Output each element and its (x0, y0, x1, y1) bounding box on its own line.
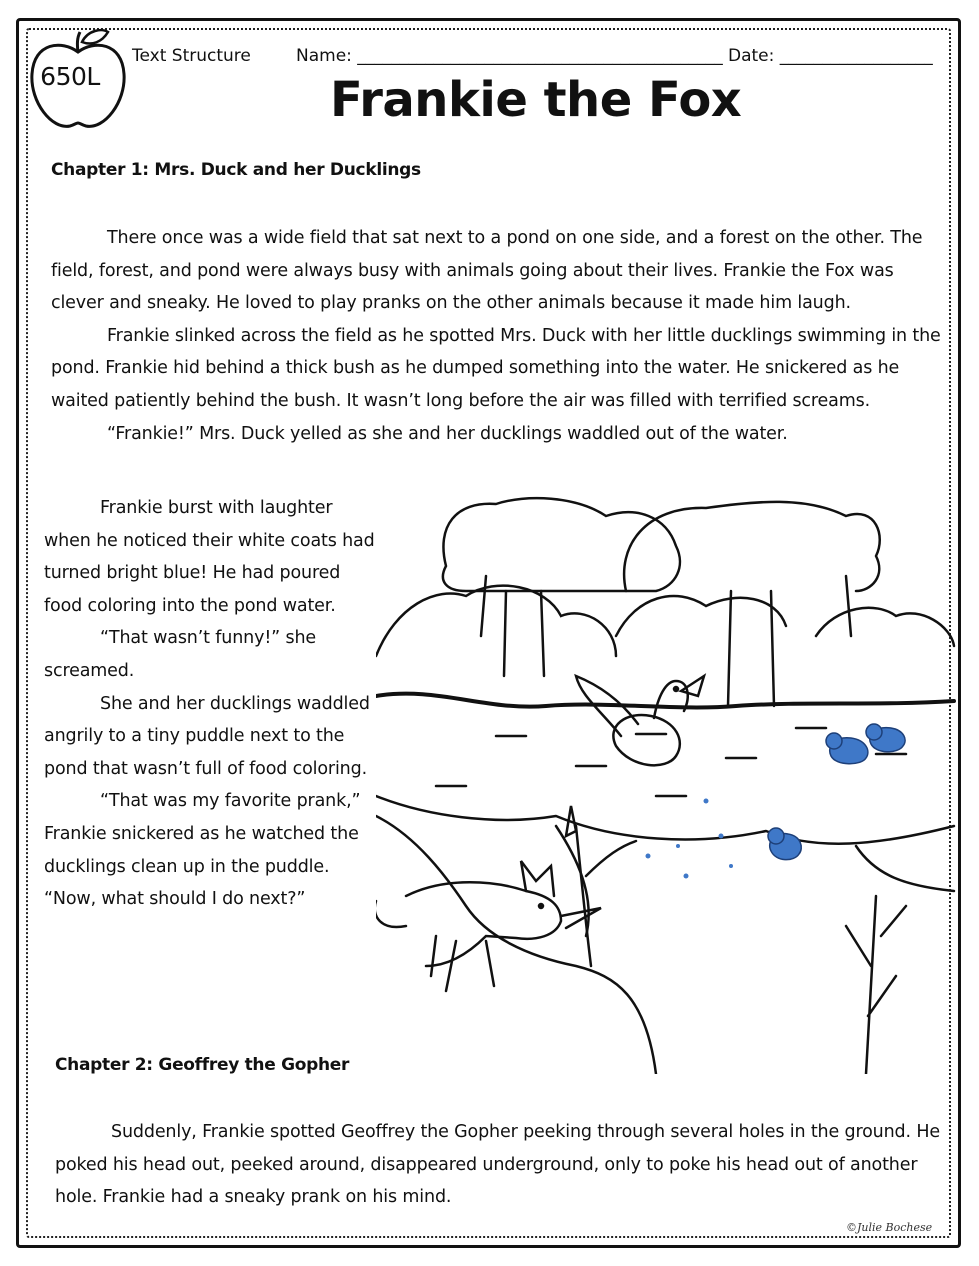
chapter-2-body (55, 1116, 945, 1214)
fox-and-ducks-illustration (376, 496, 956, 1074)
paragraph: Suddenly, Frankie spotted Geoffrey the Gopher peeking through several holes in the ground. He poked his head out, peeked around, disappeared underground, only to poke his head out of another hole. Frankie had a sneaky prank on his mind. (55, 1122, 940, 1208)
name-field[interactable]: Name: ___________________________________________ (296, 46, 723, 66)
paragraph: Frankie slinked across the field as he spotted Mrs. Duck with her little ducklings swimming in the pond. Frankie hid behind a thick bush as he dumped something into the water. He snickered as he waited patiently behind the bush. It wasn’t long before the air was filled with terrified screams. (51, 325, 941, 411)
paragraph: “That was my favorite prank,” Frankie snickered as he watched the ducklings clean up in the puddle. “Now, what should I do next?” (44, 791, 361, 910)
copyright-signature: ©Julie Bochese (846, 1221, 933, 1234)
chapter-2-heading: Chapter 2: Geoffrey the Gopher (55, 1055, 350, 1075)
paragraph: “That wasn’t funny!” she screamed. (44, 628, 317, 681)
paragraph: She and her ducklings waddled angrily to a tiny puddle next to the pond that wasn’t full of food coloring. (44, 693, 370, 779)
paragraph: “Frankie!” Mrs. Duck yelled as she and her ducklings waddled out of the water. (107, 423, 788, 444)
paragraph: There once was a wide field that sat next to a pond on one side, and a forest on the other. The field, forest, and pond were always busy with animals going about their lives. Frankie the Fox was clever and sneaky. He loved to play pranks on the other animals because it made him laugh. (51, 228, 923, 314)
chapter-1-heading: Chapter 1: Mrs. Duck and her Ducklings (51, 160, 421, 180)
chapter-1-body (51, 222, 941, 450)
text-structure-label: Text Structure (132, 46, 251, 66)
date-field[interactable]: Date: __________________ (728, 46, 933, 66)
lexile-level: 650L (40, 62, 100, 91)
paragraph: Frankie burst with laughter when he noticed their white coats had turned bright blue! He had poured food coloring into the pond water. (44, 498, 375, 616)
chapter-1-side-text (44, 492, 382, 916)
page-title: Frankie the Fox (330, 72, 742, 128)
